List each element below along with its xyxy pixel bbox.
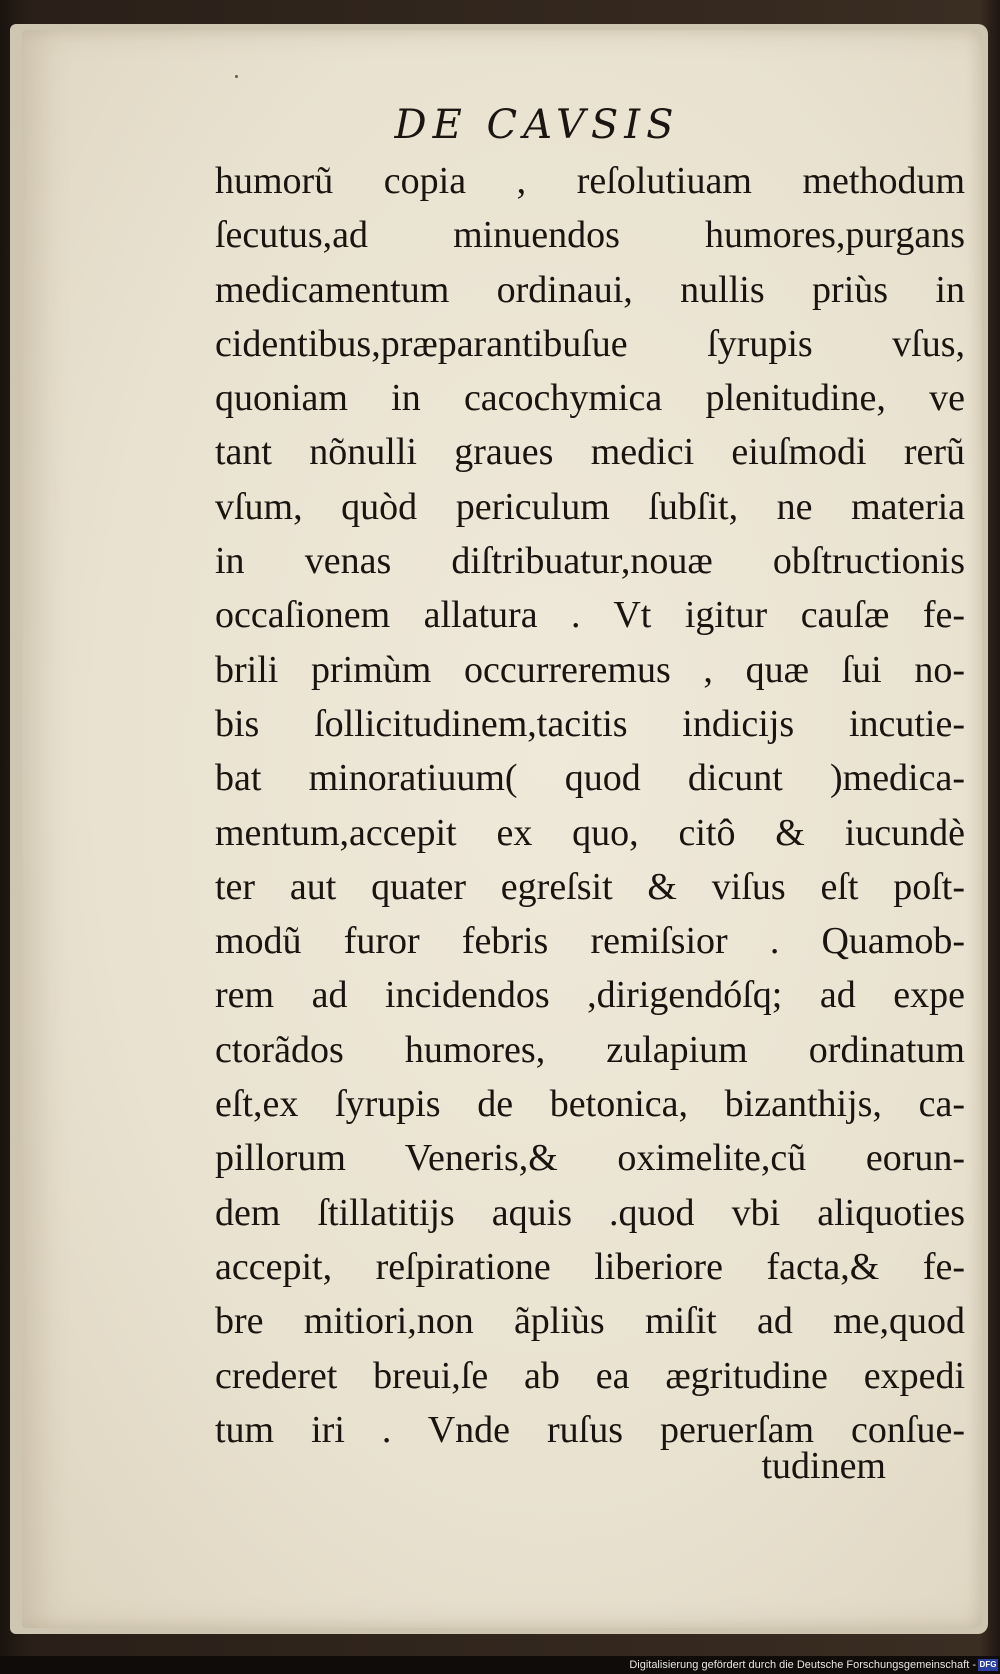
dfg-logo-icon: DFG xyxy=(979,1660,997,1669)
text-line: rem ad incidendos ,dirigendóſq; ad expe xyxy=(215,974,965,1017)
text-line: dem ſtillatitijs aquis .quod vbi aliquoties xyxy=(215,1191,965,1234)
body-text xyxy=(215,154,965,1457)
text-line: ſecutus,ad minuendos humores,purgans xyxy=(215,214,965,257)
text-line: ter aut quater egreſsit & viſus eſt poſt- xyxy=(215,865,965,908)
text-line: crederet breui,ſe ab ea ægritudine expedi xyxy=(215,1354,965,1397)
book-page xyxy=(22,30,982,1628)
text-line: mentum,accepit ex quo, citô & iucundè xyxy=(215,811,965,854)
text-line: tant nõnulli graues medici eiuſmodi rerũ xyxy=(215,431,965,474)
text-line: humorũ copia , reſolutiuam methodum xyxy=(215,160,965,202)
text-line: tum iri . Vnde ruſus peruerſam conſue- xyxy=(215,1408,965,1451)
catchword: tudinem xyxy=(761,1445,886,1487)
funding-credit: Digitalisierung gefördert durch die Deutsche Forschungsgemeinschaft - xyxy=(629,1659,976,1671)
text-line: accepit, reſpiratione liberiore facta,& fe- xyxy=(215,1245,965,1288)
text-line: brili primùm occurreremus , quæ ſui no- xyxy=(215,648,965,691)
text-line: cidentibus,præparantibuſue ſyrupis vſus, xyxy=(215,322,965,365)
text-line: pillorum Veneris,& oximelite,cũ eorun- xyxy=(215,1137,965,1180)
ink-speck xyxy=(235,75,238,78)
text-line: vſum, quòd periculum ſubſit, ne materia xyxy=(215,485,965,528)
text-line: in venas diſtribuatur,nouæ obſtructionis xyxy=(215,540,965,583)
footer-bar xyxy=(0,1656,1000,1674)
text-line: occaſionem allatura . Vt igitur cauſæ fe- xyxy=(215,594,965,637)
text-line: bat minoratiuum( quod dicunt )medica- xyxy=(215,757,965,800)
text-line: ctorãdos humores, zulapium ordinatum xyxy=(215,1028,965,1071)
running-head: DE CAVSIS xyxy=(394,102,680,148)
text-line: eſt,ex ſyrupis de betonica, bizanthijs, ca- xyxy=(215,1083,965,1126)
text-line: modũ furor febris remiſsior . Quamob- xyxy=(215,920,965,963)
text-line: quoniam in cacochymica plenitudine, ve xyxy=(215,377,965,420)
text-line: bre mitiori,non ãpliùs miſit ad me,quod xyxy=(215,1300,965,1343)
text-line: medicamentum ordinaui, nullis priùs in xyxy=(215,268,965,311)
text-line: bis ſollicitudinem,tacitis indicijs incutie- xyxy=(215,702,965,745)
